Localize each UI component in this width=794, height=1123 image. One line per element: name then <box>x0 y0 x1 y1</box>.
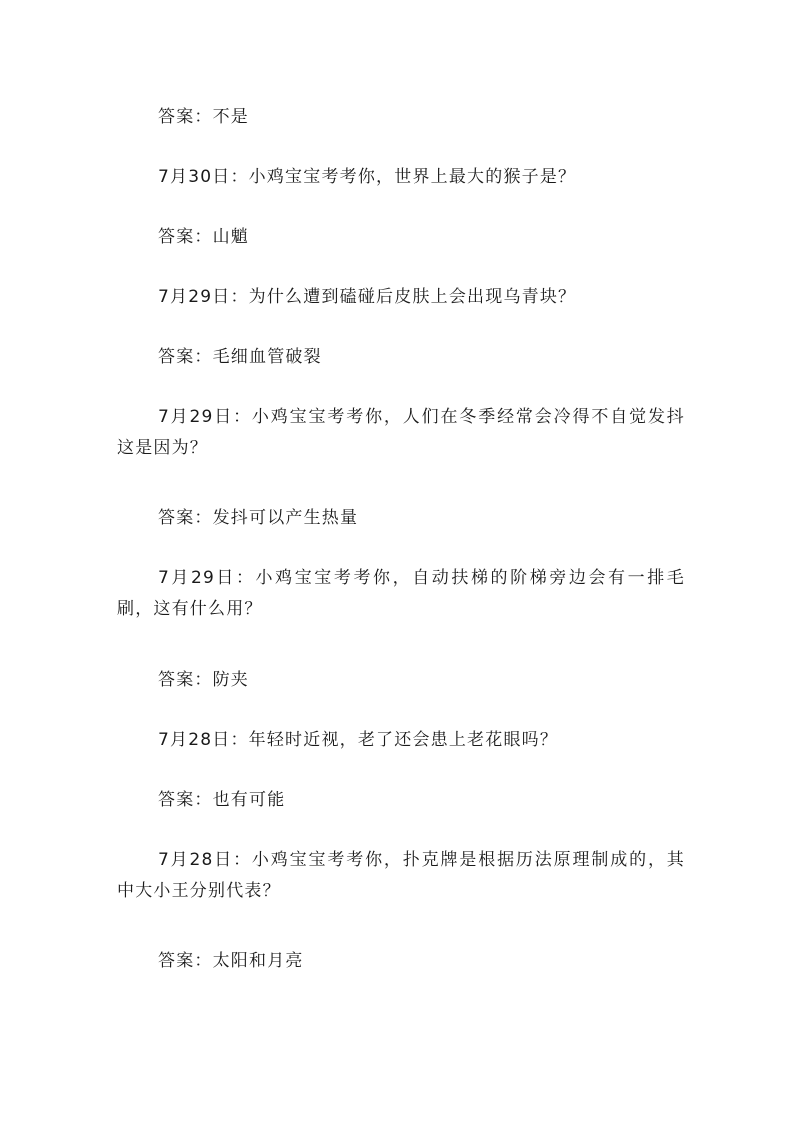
question-paragraph: 7月28日：小鸡宝宝考考你，扑克牌是根据历法原理制成的，其中大小王分别代表？ <box>117 850 685 901</box>
question-paragraph: 7月29日：小鸡宝宝考考你，自动扶梯的阶梯旁边会有一排毛刷，这有什么用？ <box>117 568 685 619</box>
answer-paragraph: 答案：山魈 <box>158 227 249 247</box>
answer-paragraph: 答案：毛细血管破裂 <box>158 347 322 367</box>
answer-paragraph: 答案：太阳和月亮 <box>158 951 304 971</box>
answer-paragraph: 答案：也有可能 <box>158 790 286 810</box>
question-paragraph: 7月30日：小鸡宝宝考考你，世界上最大的猴子是？ <box>158 167 577 187</box>
question-paragraph: 7月29日：小鸡宝宝考考你，人们在冬季经常会冷得不自觉发抖这是因为？ <box>117 407 685 458</box>
answer-paragraph: 答案：防夹 <box>158 670 249 690</box>
question-paragraph: 7月28日：年轻时近视，老了还会患上老花眼吗？ <box>158 730 559 750</box>
answer-paragraph: 答案：不是 <box>158 107 249 127</box>
question-paragraph: 7月29日：为什么遭到磕碰后皮肤上会出现乌青块？ <box>158 287 577 307</box>
answer-paragraph: 答案：发抖可以产生热量 <box>158 508 359 528</box>
